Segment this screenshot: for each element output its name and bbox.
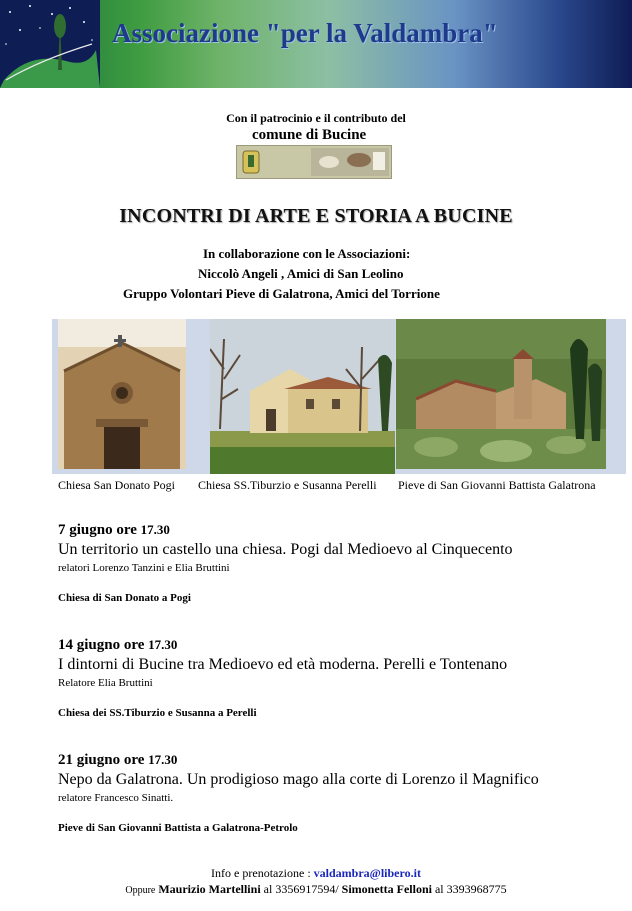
header-banner xyxy=(0,0,632,88)
event-3-speaker: relatore Francesco Sinatti. xyxy=(58,792,174,804)
photo-caption-2: Chiesa SS.Tiburzio e Susanna Perelli xyxy=(198,478,377,492)
event-3-title: Nepo da Galatrona. Un prodigioso mago alla corte di Lorenzo il Magnifico xyxy=(58,771,539,788)
comune-logo-graphic xyxy=(237,146,391,178)
association-logo xyxy=(0,0,100,88)
contacts-line xyxy=(0,882,632,897)
info-line xyxy=(0,866,632,881)
photo-perelli-church xyxy=(210,319,395,474)
comune-di-bucine-logo xyxy=(236,145,392,179)
collaboration-intro: In collaborazione con le Associazioni: xyxy=(203,246,411,261)
event-1-date xyxy=(58,522,170,539)
collaboration-line-1: Niccolò Angeli , Amici di San Leolino xyxy=(198,266,404,281)
event-series-title: INCONTRI DI ARTE E STORIA A BUCINE xyxy=(119,205,513,227)
event-2-date-text: 14 giugno ore xyxy=(58,637,145,653)
comune-prefix: c xyxy=(252,127,259,143)
photo-galatrona-pieve xyxy=(396,319,606,469)
contact-2-phone: al 3393968775 xyxy=(431,882,507,896)
contact-2-name: Simonetta Felloni xyxy=(341,882,432,896)
info-label: Info e prenotazione : xyxy=(211,866,314,880)
photo-san-donato-pogi xyxy=(58,319,186,469)
comune-rest: omune di Bucine xyxy=(258,127,367,143)
event-1-time: 17.30 xyxy=(140,522,170,537)
event-3-date-text: 21 giugno ore xyxy=(58,752,145,768)
comune-name xyxy=(252,127,366,144)
event-1-venue: Chiesa di San Donato a Pogi xyxy=(58,592,191,604)
contact-email-link[interactable]: valdambra@libero.it xyxy=(313,866,421,880)
patronage-line: Con il patrocinio e il contributo del xyxy=(226,111,406,125)
event-2-time: 17.30 xyxy=(148,637,178,652)
event-1-date-text: 7 giugno ore xyxy=(58,522,137,538)
photo-caption-1: Chiesa San Donato Pogi xyxy=(58,478,175,492)
event-2-title: I dintorni di Bucine tra Medioevo ed età moderna. Perelli e Tontenano xyxy=(58,656,508,673)
contact-1-phone: al 3356917594/ xyxy=(260,882,342,896)
photo-caption-3: Pieve di San Giovanni Battista Galatrona xyxy=(398,478,596,492)
collaboration-line-2: Gruppo Volontari Pieve di Galatrona, Amici del Torrione xyxy=(123,286,440,301)
event-2-date xyxy=(58,637,177,654)
event-2-speaker: Relatore Elia Bruttini xyxy=(58,677,153,689)
event-2-venue: Chiesa dei SS.Tiburzio e Susanna a Perelli xyxy=(58,707,257,719)
event-3-venue: Pieve di San Giovanni Battista a Galatrona-Petrolo xyxy=(58,822,298,834)
event-1-speaker: relatori Lorenzo Tanzini e Elia Bruttini xyxy=(58,562,230,574)
contact-1-name: Maurizio Martellini xyxy=(158,882,261,896)
oppure-label: Oppure xyxy=(125,885,156,896)
event-3-date xyxy=(58,752,177,769)
event-1-title: Un territorio un castello una chiesa. Pogi dal Medioevo al Cinquecento xyxy=(58,541,513,558)
association-title: Associazione "per la Valdambra" xyxy=(112,18,498,48)
event-3-time: 17.30 xyxy=(148,752,178,767)
